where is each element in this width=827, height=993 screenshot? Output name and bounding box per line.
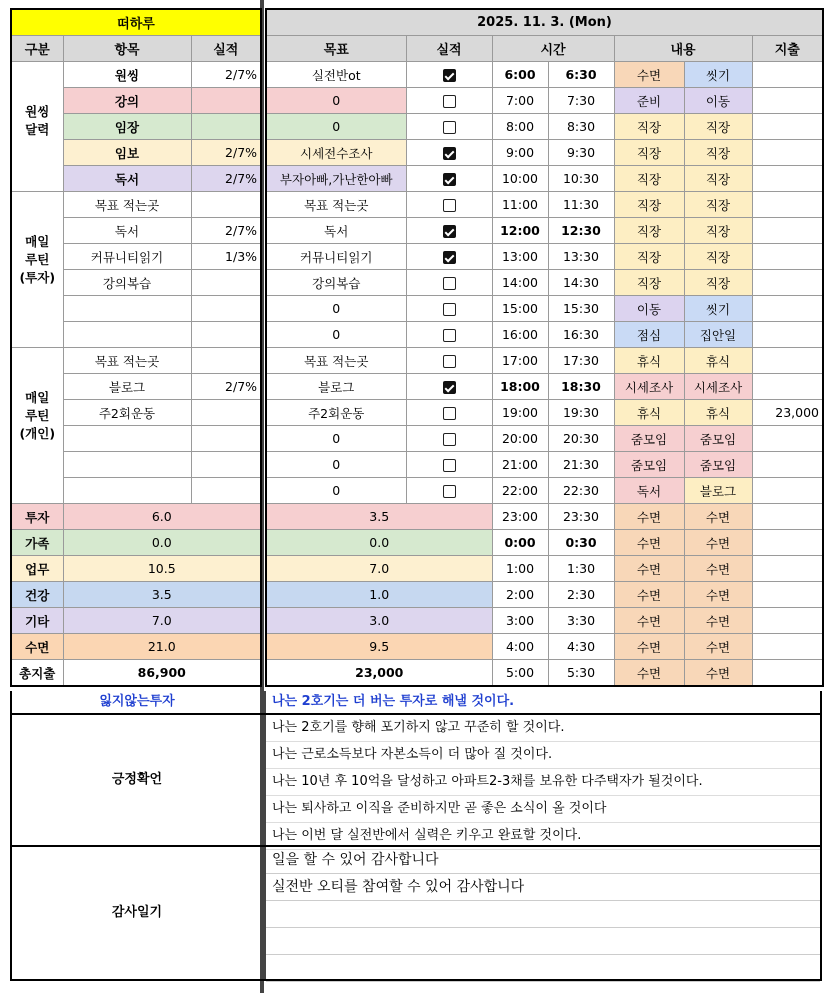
- done-checkbox[interactable]: [443, 121, 456, 134]
- done-cell: [406, 218, 492, 244]
- content-cell-1: 휴식: [614, 400, 684, 426]
- done-checkbox[interactable]: [443, 69, 456, 82]
- time-start: 17:00: [492, 348, 548, 374]
- time-start: 8:00: [492, 114, 548, 140]
- gratitude-block: [10, 847, 822, 981]
- gratitude-line[interactable]: 일을 할 수 있어 감사합니다: [266, 847, 820, 874]
- done-checkbox[interactable]: [443, 147, 456, 160]
- content-cell-1: 수면: [614, 530, 684, 556]
- item-cell: 커뮤니티읽기: [63, 244, 191, 270]
- content-cell-1: 직장: [614, 114, 684, 140]
- left-table: [10, 8, 262, 687]
- summary-label: 총지출: [11, 660, 63, 687]
- schedule-row: [266, 556, 823, 582]
- item-cell: 임보: [63, 140, 191, 166]
- item-cell: [63, 322, 191, 348]
- content-cell-2: 직장: [684, 270, 752, 296]
- summary-goal: 3.5: [266, 504, 492, 530]
- affirmation-line: 나는 10년 후 10억을 달성하고 아파트2-3채를 보유한 다주택자가 될것이다.: [266, 769, 820, 796]
- goal-cell: 0: [266, 322, 406, 348]
- spend-cell: [752, 244, 823, 270]
- content-cell-2: 직장: [684, 166, 752, 192]
- time-end: 3:30: [548, 608, 614, 634]
- result-cell: 1/3%: [191, 244, 261, 270]
- schedule-row: [266, 608, 823, 634]
- time-start: 9:00: [492, 140, 548, 166]
- summary-row: [11, 504, 261, 530]
- goal-cell: 0: [266, 452, 406, 478]
- result-cell: 2/7%: [191, 218, 261, 244]
- summary-goal: 9.5: [266, 634, 492, 660]
- schedule-row: [266, 634, 823, 660]
- done-cell: [406, 322, 492, 348]
- spend-cell: [752, 166, 823, 192]
- schedule-row: [266, 504, 823, 530]
- item-cell: [63, 478, 191, 504]
- content-cell-1: 직장: [614, 244, 684, 270]
- spend-cell: [752, 582, 823, 608]
- item-cell: 강의복습: [63, 270, 191, 296]
- time-end: 6:30: [548, 62, 614, 88]
- time-end: 15:30: [548, 296, 614, 322]
- affirm-block: [10, 715, 822, 847]
- schedule-row: [266, 426, 823, 452]
- item-cell: 원씽: [63, 62, 191, 88]
- time-end: 4:30: [548, 634, 614, 660]
- summary-goal: 23,000: [266, 660, 492, 687]
- time-start: 0:00: [492, 530, 548, 556]
- summary-row: [11, 608, 261, 634]
- time-end: 16:30: [548, 322, 614, 348]
- spend-cell: [752, 62, 823, 88]
- left-table-body: [11, 9, 261, 686]
- time-end: 21:30: [548, 452, 614, 478]
- spend-cell: [752, 608, 823, 634]
- summary-actual: 7.0: [63, 608, 261, 634]
- right-table: [265, 8, 824, 687]
- time-start: 19:00: [492, 400, 548, 426]
- schedule-row: [266, 166, 823, 192]
- date-header: 2025. 11. 3. (Mon): [266, 9, 823, 36]
- done-checkbox[interactable]: [443, 485, 456, 498]
- content-cell-1: 줌모임: [614, 426, 684, 452]
- spend-cell: [752, 296, 823, 322]
- schedule-row: [266, 192, 823, 218]
- done-checkbox[interactable]: [443, 303, 456, 316]
- schedule-row: [266, 88, 823, 114]
- item-cell: 강의: [63, 88, 191, 114]
- spend-cell: [752, 452, 823, 478]
- content-cell-2: 수면: [684, 504, 752, 530]
- done-checkbox[interactable]: [443, 199, 456, 212]
- spend-cell: [752, 140, 823, 166]
- affirm-list: [266, 715, 820, 845]
- done-checkbox[interactable]: [443, 173, 456, 186]
- result-cell: 2/7%: [191, 166, 261, 192]
- summary-goal: 3.0: [266, 608, 492, 634]
- content-cell-1: 수면: [614, 634, 684, 660]
- schedule-row: [266, 348, 823, 374]
- content-cell-1: 직장: [614, 166, 684, 192]
- result-cell: [191, 478, 261, 504]
- content-cell-1: 수면: [614, 62, 684, 88]
- goal-cell: 시세전수조사: [266, 140, 406, 166]
- left-row: [11, 348, 261, 374]
- gratitude-label: 감사일기: [12, 847, 266, 979]
- summary-goal: 0.0: [266, 530, 492, 556]
- spend-cell: [752, 322, 823, 348]
- content-cell-1: 수면: [614, 504, 684, 530]
- content-cell-2: 수면: [684, 660, 752, 687]
- summary-label: 건강: [11, 582, 63, 608]
- time-start: 4:00: [492, 634, 548, 660]
- time-start: 5:00: [492, 660, 548, 687]
- summary-goal: 7.0: [266, 556, 492, 582]
- time-start: 3:00: [492, 608, 548, 634]
- schedule-row: [266, 244, 823, 270]
- left-row: [11, 62, 261, 88]
- goal-cell: 0: [266, 88, 406, 114]
- done-checkbox[interactable]: [443, 355, 456, 368]
- content-cell-1: 직장: [614, 192, 684, 218]
- content-cell-1: 수면: [614, 582, 684, 608]
- time-end: 2:30: [548, 582, 614, 608]
- content-cell-1: 점심: [614, 322, 684, 348]
- header-item: 항목: [63, 36, 191, 62]
- time-end: 22:30: [548, 478, 614, 504]
- summary-label: 가족: [11, 530, 63, 556]
- content-cell-2: 직장: [684, 114, 752, 140]
- done-checkbox[interactable]: [443, 459, 456, 472]
- content-cell-2: 직장: [684, 140, 752, 166]
- content-cell-1: 시세조사: [614, 374, 684, 400]
- done-cell: [406, 374, 492, 400]
- goal-cell: 독서: [266, 218, 406, 244]
- motto-text: 나는 2호기는 더 버는 투자로 해낼 것이다.: [272, 694, 515, 709]
- header-done: 실적: [406, 36, 492, 62]
- time-end: 10:30: [548, 166, 614, 192]
- header-time: 시간: [492, 36, 614, 62]
- done-cell: [406, 192, 492, 218]
- content-cell-2: 집안일: [684, 322, 752, 348]
- group-label: 매일 루틴 (투자): [11, 192, 63, 348]
- content-cell-2: 직장: [684, 192, 752, 218]
- done-cell: [406, 114, 492, 140]
- item-cell: 독서: [63, 166, 191, 192]
- time-end: 0:30: [548, 530, 614, 556]
- done-checkbox[interactable]: [443, 225, 456, 238]
- time-end: 9:30: [548, 140, 614, 166]
- spend-cell: [752, 348, 823, 374]
- result-cell: [191, 270, 261, 296]
- schedule-row: [266, 218, 823, 244]
- time-start: 7:00: [492, 88, 548, 114]
- content-cell-1: 독서: [614, 478, 684, 504]
- time-start: 13:00: [492, 244, 548, 270]
- time-end: 23:30: [548, 504, 614, 530]
- affirmation-line: 나는 퇴사하고 이직을 준비하지만 곧 좋은 소식이 올 것이다: [266, 796, 820, 823]
- done-cell: [406, 400, 492, 426]
- schedule-row: [266, 374, 823, 400]
- schedule-row: [266, 62, 823, 88]
- content-cell-2: 수면: [684, 634, 752, 660]
- content-cell-2: 수면: [684, 582, 752, 608]
- item-cell: 목표 적는곳: [63, 192, 191, 218]
- summary-row: [11, 530, 261, 556]
- schedule-row: [266, 296, 823, 322]
- header-category: 구분: [11, 36, 63, 62]
- spend-cell: [752, 218, 823, 244]
- done-cell: [406, 62, 492, 88]
- content-cell-2: 휴식: [684, 400, 752, 426]
- content-cell-2: 수면: [684, 530, 752, 556]
- result-cell: 2/7%: [191, 374, 261, 400]
- summary-actual: 6.0: [63, 504, 261, 530]
- spend-cell: [752, 634, 823, 660]
- goal-cell: 0: [266, 114, 406, 140]
- spend-cell: [752, 374, 823, 400]
- summary-actual: 21.0: [63, 634, 261, 660]
- content-cell-1: 수면: [614, 660, 684, 687]
- time-start: 18:00: [492, 374, 548, 400]
- group-label: 원씽 달력: [11, 62, 63, 192]
- time-end: 14:30: [548, 270, 614, 296]
- done-cell: [406, 270, 492, 296]
- time-end: 17:30: [548, 348, 614, 374]
- affirmation-line: 나는 근로소득보다 자본소득이 더 많아 질 것이다.: [266, 742, 820, 769]
- schedule-row: [266, 400, 823, 426]
- goal-cell: 목표 적는곳: [266, 348, 406, 374]
- time-end: 19:30: [548, 400, 614, 426]
- spend-cell: [752, 660, 823, 687]
- done-checkbox[interactable]: [443, 277, 456, 290]
- summary-label: 기타: [11, 608, 63, 634]
- done-checkbox[interactable]: [443, 381, 456, 394]
- spend-cell: [752, 530, 823, 556]
- result-cell: [191, 400, 261, 426]
- content-cell-2: 휴식: [684, 348, 752, 374]
- goal-cell: 강의복습: [266, 270, 406, 296]
- time-end: 13:30: [548, 244, 614, 270]
- content-cell-2: 시세조사: [684, 374, 752, 400]
- goal-cell: 목표 적는곳: [266, 192, 406, 218]
- done-checkbox[interactable]: [443, 95, 456, 108]
- content-cell-2: 씻기: [684, 296, 752, 322]
- content-cell-1: 직장: [614, 218, 684, 244]
- item-cell: 주2회운동: [63, 400, 191, 426]
- summary-label: 수면: [11, 634, 63, 660]
- summary-actual: 0.0: [63, 530, 261, 556]
- goal-cell: 커뮤니티읽기: [266, 244, 406, 270]
- affirmation-line: 나는 이번 달 실전반에서 실력은 키우고 완료할 것이다.: [266, 823, 820, 850]
- result-cell: [191, 192, 261, 218]
- result-cell: [191, 426, 261, 452]
- summary-row: [11, 634, 261, 660]
- goal-cell: 주2회운동: [266, 400, 406, 426]
- schedule-row: [266, 478, 823, 504]
- done-cell: [406, 452, 492, 478]
- spend-cell: [752, 504, 823, 530]
- content-cell-2: 수면: [684, 556, 752, 582]
- done-cell: [406, 296, 492, 322]
- content-cell-1: 준비: [614, 88, 684, 114]
- time-end: 12:30: [548, 218, 614, 244]
- spend-cell: [752, 88, 823, 114]
- content-cell-1: 수면: [614, 608, 684, 634]
- result-cell: 2/7%: [191, 140, 261, 166]
- time-start: 6:00: [492, 62, 548, 88]
- schedule-row: [266, 140, 823, 166]
- spend-cell: [752, 114, 823, 140]
- gratitude-line[interactable]: 실전반 오티를 참여할 수 있어 감사합니다: [266, 874, 820, 901]
- goal-cell: 0: [266, 296, 406, 322]
- header-content: 내용: [614, 36, 752, 62]
- done-checkbox[interactable]: [443, 251, 456, 264]
- time-start: 20:00: [492, 426, 548, 452]
- result-cell: 2/7%: [191, 62, 261, 88]
- content-cell-2: 수면: [684, 608, 752, 634]
- left-row: [11, 192, 261, 218]
- spend-cell: [752, 426, 823, 452]
- content-cell-2: 블로그: [684, 478, 752, 504]
- summary-actual: 10.5: [63, 556, 261, 582]
- right-table-body: [266, 9, 823, 686]
- content-cell-2: 직장: [684, 244, 752, 270]
- schedule-row: [266, 452, 823, 478]
- summary-goal: 1.0: [266, 582, 492, 608]
- content-cell-2: 씻기: [684, 62, 752, 88]
- item-cell: 목표 적는곳: [63, 348, 191, 374]
- item-cell: 임장: [63, 114, 191, 140]
- item-cell: [63, 426, 191, 452]
- schedule-row: [266, 530, 823, 556]
- done-cell: [406, 140, 492, 166]
- header-goal: 목표: [266, 36, 406, 62]
- affirm-label: 긍정확언: [12, 715, 266, 845]
- summary-label: 업무: [11, 556, 63, 582]
- done-checkbox[interactable]: [443, 329, 456, 342]
- content-cell-2: 줌모임: [684, 452, 752, 478]
- schedule-row: [266, 582, 823, 608]
- content-cell-1: 직장: [614, 140, 684, 166]
- goal-cell: 부자아빠,가난한아빠: [266, 166, 406, 192]
- spend-cell: [752, 478, 823, 504]
- content-cell-1: 휴식: [614, 348, 684, 374]
- summary-actual: 3.5: [63, 582, 261, 608]
- content-cell-2: 줌모임: [684, 426, 752, 452]
- gratitude-line[interactable]: [266, 901, 820, 928]
- schedule-row: [266, 322, 823, 348]
- spend-cell: [752, 556, 823, 582]
- content-cell-1: 줌모임: [614, 452, 684, 478]
- item-cell: 블로그: [63, 374, 191, 400]
- time-start: 12:00: [492, 218, 548, 244]
- content-cell-1: 이동: [614, 296, 684, 322]
- done-cell: [406, 88, 492, 114]
- time-end: 5:30: [548, 660, 614, 687]
- summary-label: 투자: [11, 504, 63, 530]
- done-cell: [406, 166, 492, 192]
- header-result: 실적: [191, 36, 261, 62]
- time-end: 8:30: [548, 114, 614, 140]
- item-cell: [63, 296, 191, 322]
- schedule-row: [266, 114, 823, 140]
- done-cell: [406, 348, 492, 374]
- result-cell: [191, 322, 261, 348]
- content-cell-1: 수면: [614, 556, 684, 582]
- page-title: 떠하루: [11, 9, 261, 36]
- time-start: 22:00: [492, 478, 548, 504]
- time-end: 7:30: [548, 88, 614, 114]
- done-cell: [406, 244, 492, 270]
- bottom-section: [10, 691, 822, 981]
- group-label: 매일 루틴 (개인): [11, 348, 63, 504]
- schedule-row: [266, 270, 823, 296]
- time-start: 1:00: [492, 556, 548, 582]
- time-end: 11:30: [548, 192, 614, 218]
- summary-row: [11, 582, 261, 608]
- content-cell-2: 직장: [684, 218, 752, 244]
- time-start: 23:00: [492, 504, 548, 530]
- affirmation-line: 나는 2호기를 향해 포기하지 않고 꾸준히 할 것이다.: [266, 715, 820, 742]
- motto-label: 잃지않는투자: [12, 691, 266, 713]
- goal-cell: 실전반ot: [266, 62, 406, 88]
- done-cell: [406, 426, 492, 452]
- time-start: 15:00: [492, 296, 548, 322]
- content-cell-1: 직장: [614, 270, 684, 296]
- motto-row: [10, 691, 822, 715]
- goal-cell: 0: [266, 478, 406, 504]
- result-cell: [191, 88, 261, 114]
- time-end: 1:30: [548, 556, 614, 582]
- item-cell: [63, 452, 191, 478]
- goal-cell: 0: [266, 426, 406, 452]
- spend-cell: [752, 192, 823, 218]
- result-cell: [191, 296, 261, 322]
- time-end: 18:30: [548, 374, 614, 400]
- spend-cell: [752, 270, 823, 296]
- time-start: 2:00: [492, 582, 548, 608]
- time-end: 20:30: [548, 426, 614, 452]
- goal-cell: 블로그: [266, 374, 406, 400]
- time-start: 16:00: [492, 322, 548, 348]
- time-start: 21:00: [492, 452, 548, 478]
- time-start: 14:00: [492, 270, 548, 296]
- time-start: 11:00: [492, 192, 548, 218]
- item-cell: 독서: [63, 218, 191, 244]
- summary-actual: 86,900: [63, 660, 261, 687]
- result-cell: [191, 452, 261, 478]
- summary-row: [11, 556, 261, 582]
- content-cell-2: 이동: [684, 88, 752, 114]
- time-start: 10:00: [492, 166, 548, 192]
- spend-cell: 23,000: [752, 400, 823, 426]
- gratitude-line[interactable]: [266, 928, 820, 955]
- result-cell: [191, 348, 261, 374]
- done-checkbox[interactable]: [443, 433, 456, 446]
- done-checkbox[interactable]: [443, 407, 456, 420]
- schedule-row: [266, 660, 823, 687]
- gratitude-list: [266, 847, 820, 979]
- summary-row: [11, 660, 261, 687]
- done-cell: [406, 478, 492, 504]
- result-cell: [191, 114, 261, 140]
- gratitude-line[interactable]: [266, 955, 820, 982]
- header-spend: 지출: [752, 36, 823, 62]
